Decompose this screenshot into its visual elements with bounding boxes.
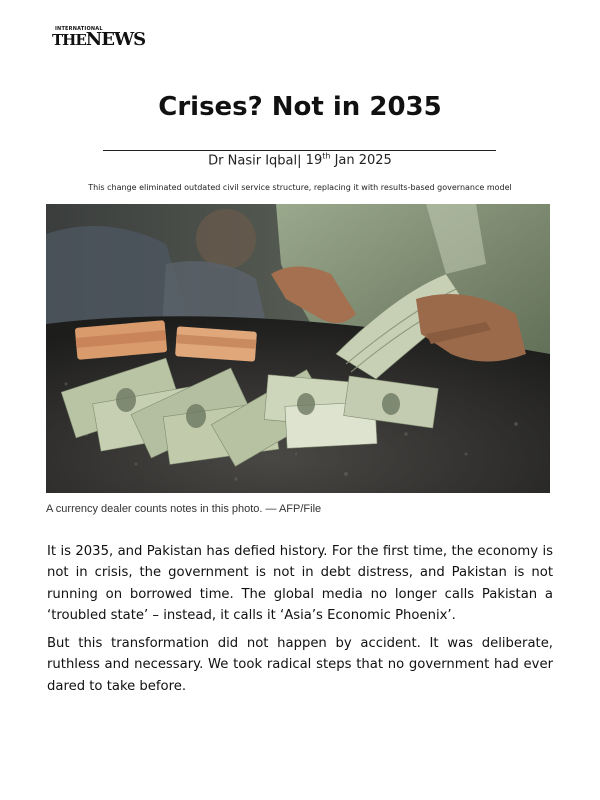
masthead-logo bbox=[52, 26, 146, 50]
article-photo bbox=[46, 204, 550, 493]
masthead-brand-name: NEWS bbox=[85, 29, 146, 50]
photo-caption: A currency dealer counts notes in this photo. — AFP/File bbox=[46, 503, 322, 515]
title-divider bbox=[103, 150, 496, 151]
byline bbox=[0, 152, 600, 168]
article-summary: This change eliminated outdated civil service structure, replacing it with results-based governance model bbox=[88, 183, 512, 192]
byline-separator: | bbox=[297, 153, 302, 169]
article-body bbox=[47, 541, 553, 704]
masthead-brand-prefix: THE bbox=[52, 31, 86, 49]
body-paragraph: But this transformation did not happen by accident. It was deliberate, ruthless and necessary. We took radical steps that no government had ever dared to take before. bbox=[47, 636, 553, 694]
author-name: Dr Nasir Iqbal bbox=[208, 153, 298, 169]
publish-date: 19th Jan 2025 bbox=[305, 152, 392, 169]
article-title: Crises? Not in 2035 bbox=[158, 92, 442, 122]
body-paragraph: It is 2035, and Pakistan has defied history. For the first time, the economy is not in crisis, the government is not in debt distress, and Pakistan is not running on borrowed time. The global media no longer calls Pakistan a ‘troubled state’ – instead, it calls it ‘Asia’s Economic Phoenix’. bbox=[47, 544, 553, 623]
masthead-top-line: INTERNATIONAL bbox=[55, 26, 103, 32]
